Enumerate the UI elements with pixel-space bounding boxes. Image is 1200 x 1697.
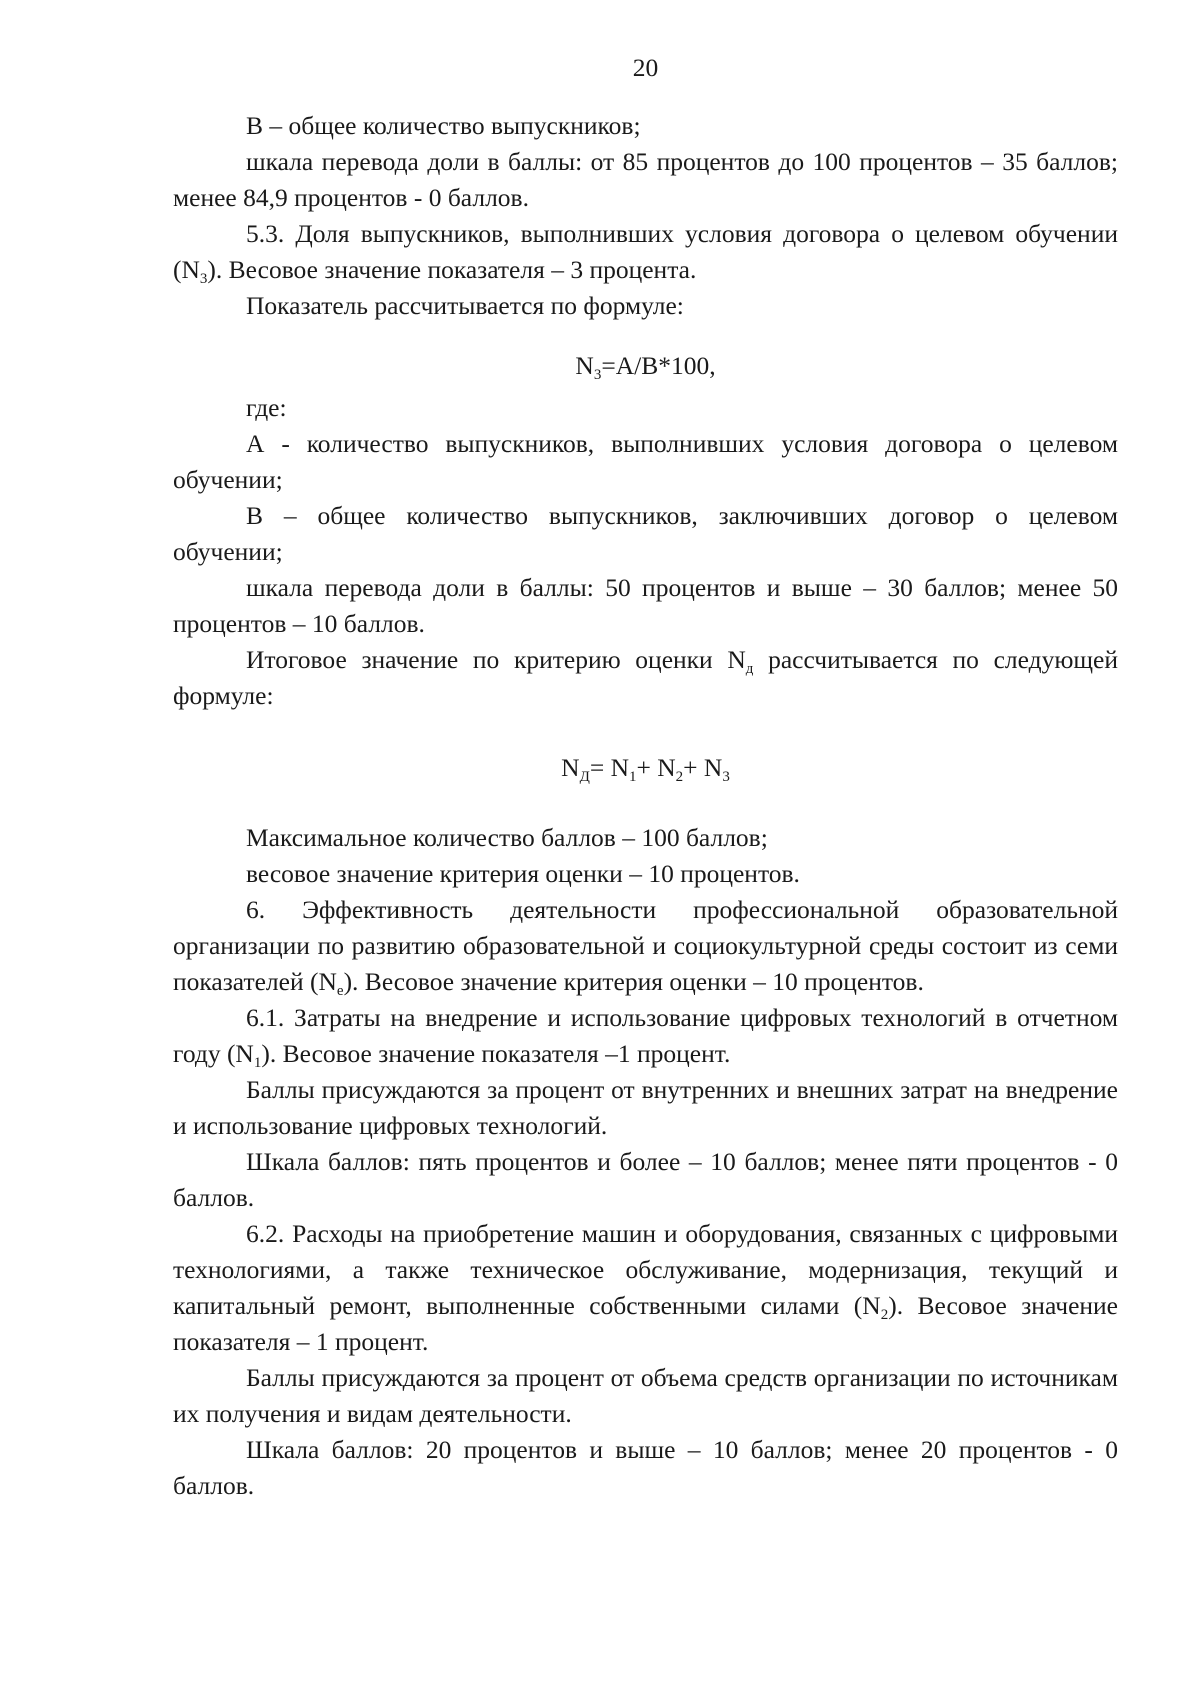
paragraph <box>173 892 1118 1000</box>
subscript: 1 <box>628 769 637 785</box>
subscript: 3 <box>593 367 602 383</box>
formula-text: = N <box>589 753 629 782</box>
paragraph: Баллы присуждаются за процент от объема средств организации по источникам их получения и видам деятельности. <box>173 1363 1118 1428</box>
paragraph: шкала перевода доли в баллы: от 85 процентов до 100 процентов – 35 баллов; менее 84,9 процентов - 0 баллов. <box>173 147 1118 212</box>
subscript: д <box>745 661 754 677</box>
subscript: 3 <box>199 271 208 287</box>
text-run: ). Весовое значение показателя –1 процент. <box>261 1039 731 1068</box>
text-run: 6.1. Затраты на внедрение и использование цифровых технологий в отчетном году (N <box>173 1003 1118 1068</box>
paragraph: весовое значение критерия оценки – 10 процентов. <box>246 859 800 888</box>
subscript: е <box>336 983 344 999</box>
paragraph: Шкала баллов: 20 процентов и выше – 10 баллов; менее 20 процентов - 0 баллов. <box>173 1435 1118 1500</box>
paragraph: Шкала баллов: пять процентов и более – 10 баллов; менее пяти процентов - 0 баллов. <box>173 1147 1118 1212</box>
paragraph: Показатель рассчитывается по формуле: <box>246 291 684 320</box>
paragraph <box>173 642 1118 714</box>
paragraph: Баллы присуждаются за процент от внутренних и внешних затрат на внедрение и использование цифровых технологий. <box>173 1075 1118 1140</box>
paragraph <box>173 1000 1118 1072</box>
formula <box>173 750 1118 786</box>
paragraph: А - количество выпускников, выполнивших условия договора о целевом обучении; <box>173 429 1118 494</box>
formula-text: N <box>575 351 594 380</box>
subscript: 2 <box>675 769 684 785</box>
paragraph: В – общее количество выпускников; <box>246 111 641 140</box>
subscript: 1 <box>253 1055 262 1071</box>
paragraph: В – общее количество выпускников, заключивших договор о целевом обучении; <box>173 501 1118 566</box>
text-run: ). Весовое значение показателя – 1 процент. <box>173 1291 1118 1356</box>
text-run: ). Весовое значение критерия оценки – 10 процентов. <box>343 967 924 996</box>
paragraph: шкала перевода доли в баллы: 50 процентов и выше – 30 баллов; менее 50 процентов – 10 баллов. <box>173 573 1118 638</box>
formula-text: + N <box>683 753 723 782</box>
text-run: 5.3. Доля выпускников, выполнивших условия договора о целевом обучении (N <box>173 219 1118 284</box>
paragraph <box>173 216 1118 288</box>
text-run: Итоговое значение по критерию оценки N <box>246 645 746 674</box>
text-run: 6. Эффективность деятельности профессиональной образовательной организации по развитию образовательной и социокультурной среды состоит из семи показателей (N <box>173 895 1118 996</box>
subscript: 3 <box>722 769 730 785</box>
subscript: 2 <box>880 1307 889 1323</box>
formula-text: + N <box>636 753 676 782</box>
page-number: 20 <box>632 53 659 82</box>
text-run: рассчитывается по следующей формуле: <box>173 645 1118 710</box>
paragraph: где: <box>246 393 287 422</box>
text-run: 6.2. Расходы на приобретение машин и оборудования, связанных с цифровыми технологиями, а также техническое обслуживание, модернизация, текущий и капитальный ремонт, выполненные собственными силами (N <box>173 1219 1118 1320</box>
subscript: Д <box>579 769 590 785</box>
formula-text: N <box>561 753 580 782</box>
paragraph: Максимальное количество баллов – 100 баллов; <box>246 823 768 852</box>
text-run: ). Весовое значение показателя – 3 процента. <box>207 255 697 284</box>
paragraph <box>173 1216 1118 1360</box>
formula <box>173 348 1118 384</box>
formula-text: =A/B*100, <box>601 351 716 380</box>
